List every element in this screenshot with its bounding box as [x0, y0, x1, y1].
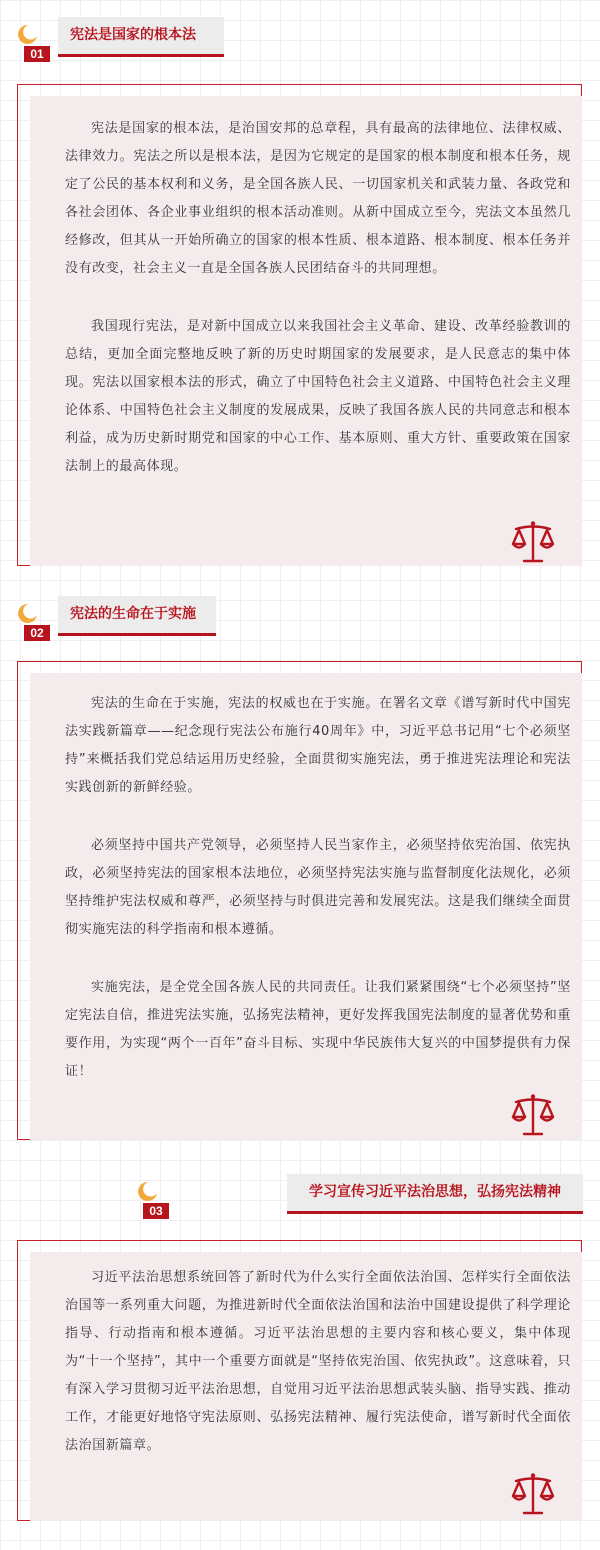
section-title: 宪法的生命在于实施: [70, 606, 196, 622]
section-title-box: [58, 596, 216, 636]
section-02-card: [17, 661, 582, 1140]
section-number-badge: 02: [24, 625, 50, 641]
paragraph: 实施宪法，是全党全国各族人民的共同责任。让我们紧紧围绕“七个必须坚持”坚定宪法自信，推进宪法实施，弘扬宪法精神，更好发挥我国宪法制度的显著优势和重要作用，为实现“两个一百年”奋斗目标、实现中华民族伟大复兴的中国梦提供有力保证！: [65, 980, 571, 1079]
section-01-header: [0, 15, 600, 65]
section-title: 学习宣传习近平法治思想，弘扬宪法精神: [309, 1184, 561, 1200]
section-01-card: [17, 84, 582, 566]
crescent-moon-icon: [136, 1180, 158, 1202]
card-body: [65, 1264, 571, 1460]
paragraph: 必须坚持中国共产党领导，必须坚持人民当家作主，必须坚持依宪治国、依宪执政，必须坚持宪法的国家根本法地位，必须坚持宪法实施与监督制度化法规化，必须坚持维护宪法权威和尊严，必须坚持与时俱进完善和发展宪法。这是我们继续全面贯彻实施宪法的科学指南和根本遵循。: [65, 838, 571, 937]
paragraph: 习近平法治思想系统回答了新时代为什么实行全面依法治国、怎样实行全面依法治国等一系列重大问题，为推进新时代全面依法治国和法治中国建设提供了科学理论指导、行动指南和根本遵循。习近平法治思想的主要内容和核心要义，集中体现为“十一个坚持”，其中一个重要方面就是“坚持依宪治国、依宪执政”。这意味着，只有深入学习贯彻习近平法治思想，自觉用习近平法治思想武装头脑、指导实践、推动工作，才能更好地恪守宪法原则、弘扬宪法精神、履行宪法使命，谱写新时代全面依法治国新篇章。: [65, 1270, 571, 1453]
card-body: [65, 115, 571, 481]
justice-scale-icon: [511, 520, 555, 564]
section-number-badge: 01: [24, 46, 50, 62]
section-number-badge: 03: [143, 1203, 169, 1219]
paragraph: 宪法是国家的根本法，是治国安邦的总章程，具有最高的法律地位、法律权威、法律效力。宪法之所以是根本法，是因为它规定的是国家的根本制度和根本任务，规定了公民的基本权利和义务，是全国各族人民、一切国家机关和武装力量、各政党和各社会团体、各企业事业组织的根本活动准则。从新中国成立至今，宪法文本虽然几经修改，但其从一开始所确立的国家的根本性质、根本道路、根本制度、根本任务并没有改变，社会主义一直是全国各族人民团结奋斗的共同理想。: [65, 121, 571, 276]
section-title-box: [58, 17, 224, 57]
section-title: 宪法是国家的根本法: [70, 27, 196, 43]
section-03-header: [0, 1172, 600, 1222]
section-03-card: [17, 1240, 582, 1521]
paragraph: 宪法的生命在于实施，宪法的权威也在于实施。在署名文章《谱写新时代中国宪法实践新篇章——纪念现行宪法公布施行40周年》中，习近平总书记用“七个必须坚持”来概括我们党总结运用历史经验，全面贯彻实施宪法，勇于推进宪法理论和宪法实践创新的新鲜经验。: [65, 696, 571, 795]
justice-scale-icon: [511, 1093, 555, 1137]
crescent-moon-icon: [16, 602, 38, 624]
paragraph: 我国现行宪法，是对新中国成立以来我国社会主义革命、建设、改革经验教训的总结，更加全面完整地反映了新的历史时期国家的发展要求，是人民意志的集中体现。宪法以国家根本法的形式，确立了中国特色社会主义道路、中国特色社会主义理论体系、中国特色社会主义制度的发展成果，反映了我国各族人民的共同意志和根本利益，成为历史新时期党和国家的中心工作、基本原则、重大方针、重要政策在国家法制上的最高体现。: [65, 319, 571, 474]
section-02-header: [0, 594, 600, 644]
justice-scale-icon: [511, 1472, 555, 1516]
section-title-box: [287, 1174, 583, 1214]
card-body: [65, 690, 571, 1086]
crescent-moon-icon: [16, 23, 38, 45]
